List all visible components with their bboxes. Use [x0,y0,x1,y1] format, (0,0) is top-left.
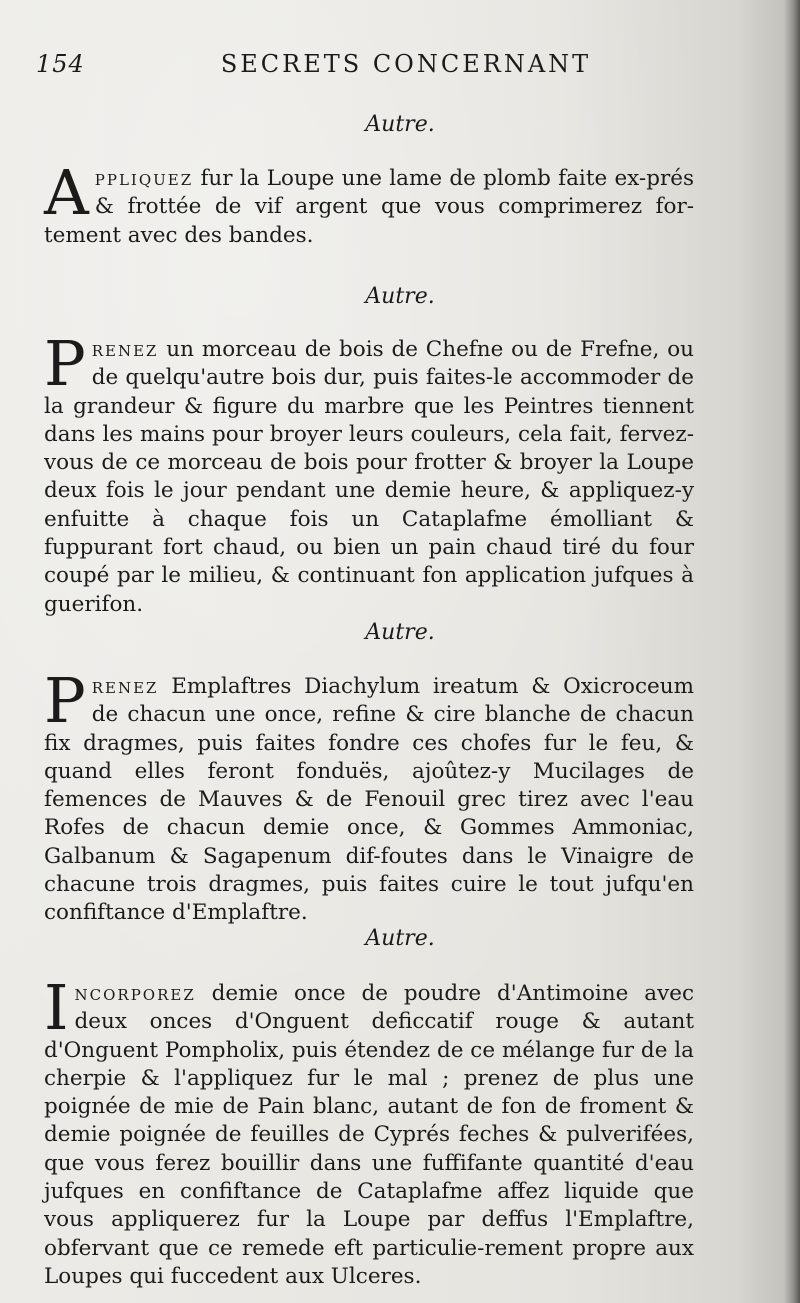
page-spine-shadow [784,0,800,1303]
page-header [36,50,756,84]
section-paragraph [44,156,694,250]
paragraph-text: Emplaftres Diachylum ireatum & Oxicroceum de chacun une once, refine & cire blanche de chacun fix dragmes, puis faites fondre ces chofes fur le feu, & quand elles feront fonduës, ajoûtez-y Mucilages de femences de Mauves & de Fenouil grec tirez avec l'eau Rofes de chacun demie once, & Gommes Ammoniac, Galbanum & Sagapenum dif-foutes dans le Vinaigre de chacune trois dragmes, puis faites cuire le tout jufqu'en confiftance d'Emplaftre. [44,674,694,926]
drop-cap: I [44,971,69,1044]
lead-word: ncorporez [74,981,196,1006]
drop-cap: A [44,156,89,229]
running-head: SECRETS CONCERNANT [220,50,592,78]
section-heading: Autre. [365,926,435,951]
lead-word: renez [91,674,159,699]
page-number: 154 [36,50,85,78]
lead-word: renez [91,337,159,362]
section-paragraph [44,664,694,928]
section-heading: Autre. [365,112,435,137]
section-heading: Autre. [365,620,435,645]
paragraph-text: demie once de poudre d'Antimoine avec deux onces d'Onguent deficcatif rouge & autant d'Onguent Pompholix, puis étendez de ce mélange fur de la cherpie & l'appliquez fur le mal ; prenez de plus une poignée de mie de Pain blanc, autant de fon de froment & demie poignée de feuilles de Cyprés feches & pulverifées, que vous ferez bouillir dans une fuffifante quantité d'eau jufques en confiftance de Cataplafme affez liquide que vous appliquerez fur la Loupe par deffus l'Emplaftre, obfervant que ce remede eft particulie-rement propre aux Loupes qui fuccedent aux Ulceres. [44,981,694,1289]
paragraph-text: un morceau de bois de Chefne ou de Frefne, ou de quelqu'autre bois dur, puis faites-le accommoder de la grandeur & figure du marbre que les Peintres tiennent dans les mains pour broyer leurs couleurs, cela fait, fervez-vous de ce morceau de bois pour frotter & broyer la Loupe deux fois le jour pendant une demie heure, & appliquez-y enfuitte à chaque fois un Cataplafme émolliant & fuppurant fort chaud, ou bien un pain chaud tiré du four coupé par le milieu, & continuant fon application jufques à guerifon. [44,337,694,617]
section-heading: Autre. [365,284,435,309]
drop-cap: P [44,664,86,737]
paragraph-text: fur la Loupe une lame de plomb faite ex-prés & frottée de vif argent que vous comprimerez for-tement avec des bandes. [44,166,694,248]
drop-cap: P [44,327,86,400]
lead-word: ppliquez [94,166,194,191]
section-paragraph [44,971,694,1291]
section-paragraph [44,327,694,619]
